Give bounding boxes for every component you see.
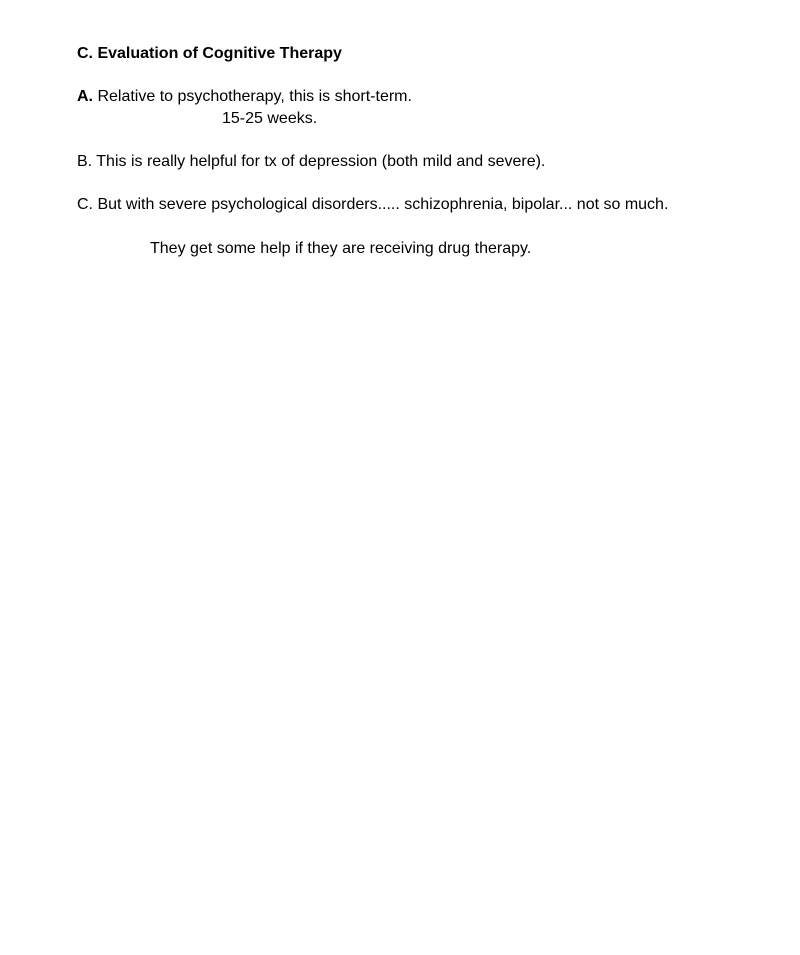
page-title: C. Evaluation of Cognitive Therapy	[77, 45, 342, 62]
list-item-b: B. This is really helpful for tx of depression (both mild and severe).	[77, 153, 546, 170]
list-item-a-text: Relative to psychotherapy, this is short-term.	[93, 88, 412, 105]
list-item-a-continuation: 15-25 weeks.	[222, 110, 318, 127]
indented-note: They get some help if they are receiving drug therapy.	[150, 240, 532, 257]
list-marker-a: A.	[77, 88, 93, 105]
list-item-a	[77, 87, 412, 107]
list-item-c: C. But with severe psychological disorders..... schizophrenia, bipolar... not so much.	[77, 196, 669, 213]
